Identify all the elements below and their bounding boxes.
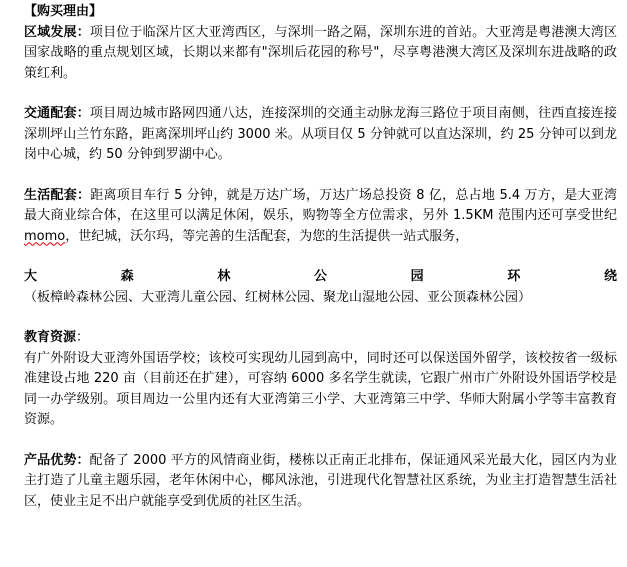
section-paragraph: [24, 267, 617, 308]
document-heading: 【购买理由】: [24, 4, 103, 19]
section-title-line: [24, 328, 617, 349]
section-label: 大森林公园环绕: [24, 269, 617, 284]
section-label-suffix: ：: [76, 330, 90, 345]
section-text: 配备了 2000 平方的风情商业街，楼栋以正南正北排布，保证通风采光最大化，园区内为业主打造了儿童主题乐园，老年休闲中心，椰风泳池，引进现代化智慧社区系统，为业主打造智慧生活社区，使业主足不出户就能享受到优质的社区生活。: [24, 452, 617, 509]
section-product-advantages: [24, 451, 617, 513]
section-text: 项目周边城市路网四通八达，连接深圳的交通主动脉龙海三路位于项目南侧，往西直接连接深圳坪山兰竹东路，距离深圳坪山约 3000 米。从项目仅 5 分钟就可以直达深圳，约 25 分钟可以到龙岗中心城，约 50 分钟到罗湖中心。: [24, 106, 617, 162]
section-regional-development: [24, 23, 617, 85]
section-text: 项目位于临深片区大亚湾西区，与深圳一路之隔，深圳东进的首站。大亚湾是粤港澳大湾区国家战略的重点规划区域，长期以来都有"深圳后花园的称号"，尽享粤港澳大湾区及深圳东进战略的政策红利。: [24, 24, 617, 81]
section-living-facilities: [24, 186, 617, 248]
section-paragraph: [24, 186, 617, 248]
section-label: 区域发展：: [24, 24, 90, 40]
spellcheck-marked-word[interactable]: momo: [24, 228, 66, 244]
section-text: 有广外附设大亚湾外国语学校；该校可实现幼儿园到高中，同时还可以保送国外留学，该校按省一级标准建设占地 220 亩（目前还在扩建），可容纳 6000 多名学生就读，它跟广州市广外附设外国语学校是同一办学级别。项目周边一公里内还有大亚湾第三小学、大亚湾第三中学、华师大附属小学等丰富教育资源。: [24, 350, 617, 427]
section-paragraph: [24, 23, 617, 85]
section-education: [24, 328, 617, 431]
section-label: 生活配套：: [24, 187, 91, 203]
section-label: 产品优势：: [24, 452, 90, 468]
section-paragraph: [24, 451, 617, 513]
section-label: 交通配套：: [24, 106, 90, 121]
section-paragraph: [24, 104, 617, 166]
section-transportation: [24, 104, 617, 166]
section-paragraph: [24, 349, 617, 431]
section-text: （板樟岭森林公园、大亚湾儿童公园、红树林公园、聚龙山湿地公园、亚公顶森林公园）: [24, 289, 532, 305]
section-text-before: 距离项目车行 5 分钟，就是万达广场，万达广场总投资 8 亿，总占地 5.4 万方，是大亚湾最大商业综合体，在这里可以满足休闲，娱乐，购物等全方位需求，另外 1.5KM 范围内还可享受世纪: [24, 187, 617, 223]
section-label: 教育资源: [24, 330, 77, 345]
section-text-after: ，世纪城，沃尔玛，等完善的生活配套，为您的生活提供一站式服务，: [65, 228, 469, 244]
section-forest-parks: [24, 267, 617, 308]
